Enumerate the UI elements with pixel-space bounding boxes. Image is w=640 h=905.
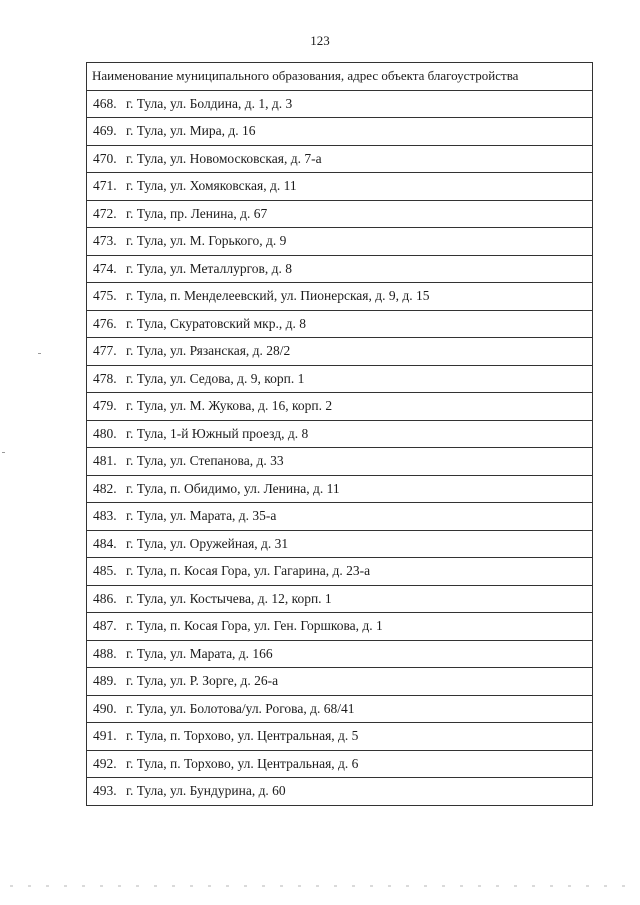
row-address: г. Тула, ул. Седова, д. 9, корп. 1 xyxy=(126,370,305,386)
row-number: 469. xyxy=(93,123,117,139)
table-row xyxy=(87,668,593,696)
table-header-cell: Наименование муниципального образования, адрес объекта благоустройства xyxy=(87,63,593,91)
table-row xyxy=(87,558,593,586)
row-address: г. Тула, ул. Рязанская, д. 28/2 xyxy=(126,343,291,359)
row-address: г. Тула, ул. Марата, д. 35-а xyxy=(126,508,277,524)
address-cell xyxy=(87,558,593,586)
address-cell xyxy=(87,420,593,448)
address-cell xyxy=(87,338,593,366)
row-address: г. Тула, п. Косая Гора, ул. Ген. Горшкова, д. 1 xyxy=(126,618,383,634)
row-address: г. Тула, ул. Бундурина, д. 60 xyxy=(126,783,286,799)
row-number: 492. xyxy=(93,755,117,771)
row-number: 490. xyxy=(93,700,117,716)
address-cell xyxy=(87,475,593,503)
table-row xyxy=(87,283,593,311)
row-address: г. Тула, ул. М. Жукова, д. 16, корп. 2 xyxy=(126,398,333,414)
table-row xyxy=(87,255,593,283)
table-row xyxy=(87,90,593,118)
row-number: 479. xyxy=(93,398,117,414)
row-number: 486. xyxy=(93,590,117,606)
table-row xyxy=(87,173,593,201)
table-row xyxy=(87,750,593,778)
row-address: г. Тула, ул. Болдина, д. 1, д. 3 xyxy=(126,95,293,111)
table-body xyxy=(87,90,593,805)
row-number: 483. xyxy=(93,508,117,524)
row-number: 471. xyxy=(93,178,117,194)
row-number: 493. xyxy=(93,783,117,799)
row-number: 491. xyxy=(93,728,117,744)
address-cell xyxy=(87,723,593,751)
address-cell xyxy=(87,283,593,311)
row-number: 484. xyxy=(93,535,117,551)
address-cell xyxy=(87,393,593,421)
row-address: г. Тула, ул. Степанова, д. 33 xyxy=(126,453,284,469)
table-row xyxy=(87,778,593,806)
row-number: 472. xyxy=(93,205,117,221)
row-number: 480. xyxy=(93,425,117,441)
table-row xyxy=(87,228,593,256)
row-address: г. Тула, ул. Мира, д. 16 xyxy=(126,123,256,139)
row-number: 474. xyxy=(93,260,117,276)
address-cell xyxy=(87,640,593,668)
row-address: г. Тула, ул. Хомяковская, д. 11 xyxy=(126,178,297,194)
row-address: г. Тула, ул. Новомосковская, д. 7-а xyxy=(126,150,322,166)
table-row xyxy=(87,420,593,448)
address-cell xyxy=(87,145,593,173)
table-row xyxy=(87,475,593,503)
row-address: г. Тула, Скуратовский мкр., д. 8 xyxy=(126,315,306,331)
row-number: 475. xyxy=(93,288,117,304)
row-number: 473. xyxy=(93,233,117,249)
row-address: г. Тула, ул. Металлургов, д. 8 xyxy=(126,260,293,276)
row-address: г. Тула, п. Обидимо, ул. Ленина, д. 11 xyxy=(126,480,340,496)
address-cell xyxy=(87,668,593,696)
table-row xyxy=(87,145,593,173)
address-cell xyxy=(87,90,593,118)
table-row xyxy=(87,338,593,366)
row-address: г. Тула, п. Торхово, ул. Центральная, д. 6 xyxy=(126,755,359,771)
address-cell xyxy=(87,255,593,283)
table-row xyxy=(87,723,593,751)
table-row xyxy=(87,310,593,338)
table-row xyxy=(87,365,593,393)
table-row xyxy=(87,695,593,723)
row-address: г. Тула, ул. Болотова/ул. Рогова, д. 68/41 xyxy=(126,700,355,716)
row-number: 485. xyxy=(93,563,117,579)
row-number: 470. xyxy=(93,150,117,166)
table-row xyxy=(87,585,593,613)
address-cell xyxy=(87,613,593,641)
row-address: г. Тула, ул. Костычева, д. 12, корп. 1 xyxy=(126,590,332,606)
address-cell xyxy=(87,118,593,146)
row-address: г. Тула, пр. Ленина, д. 67 xyxy=(126,205,268,221)
address-cell xyxy=(87,228,593,256)
row-number: 487. xyxy=(93,618,117,634)
row-address: г. Тула, ул. Марата, д. 166 xyxy=(126,645,273,661)
row-address: г. Тула, ул. Оружейная, д. 31 xyxy=(126,535,289,551)
table-row xyxy=(87,118,593,146)
row-address: г. Тула, ул. М. Горького, д. 9 xyxy=(126,233,287,249)
address-cell xyxy=(87,365,593,393)
address-cell xyxy=(87,503,593,531)
address-cell xyxy=(87,750,593,778)
table-row xyxy=(87,393,593,421)
table-row xyxy=(87,448,593,476)
table-row xyxy=(87,613,593,641)
page-number: 123 xyxy=(310,33,330,48)
row-address: г. Тула, п. Менделеевский, ул. Пионерская, д. 9, д. 15 xyxy=(126,288,430,304)
scan-speck xyxy=(38,353,41,354)
addresses-table xyxy=(86,62,593,806)
table-row xyxy=(87,200,593,228)
scan-speck xyxy=(2,452,5,453)
row-number: 489. xyxy=(93,673,117,689)
address-cell xyxy=(87,200,593,228)
table-row xyxy=(87,530,593,558)
row-address: г. Тула, 1-й Южный проезд, д. 8 xyxy=(126,425,309,441)
row-address: г. Тула, п. Торхово, ул. Центральная, д. 5 xyxy=(126,728,359,744)
address-cell xyxy=(87,448,593,476)
address-cell xyxy=(87,310,593,338)
row-number: 477. xyxy=(93,343,117,359)
scan-noise-line xyxy=(10,885,630,887)
table-header-row xyxy=(87,63,593,91)
address-cell xyxy=(87,173,593,201)
row-address: г. Тула, ул. Р. Зорге, д. 26-а xyxy=(126,673,279,689)
table-row xyxy=(87,640,593,668)
address-cell xyxy=(87,530,593,558)
row-number: 481. xyxy=(93,453,117,469)
table-row xyxy=(87,503,593,531)
row-address: г. Тула, п. Косая Гора, ул. Гагарина, д. 23-а xyxy=(126,563,371,579)
address-cell xyxy=(87,695,593,723)
row-number: 468. xyxy=(93,95,117,111)
row-number: 476. xyxy=(93,315,117,331)
address-cell xyxy=(87,778,593,806)
row-number: 482. xyxy=(93,480,117,496)
address-cell xyxy=(87,585,593,613)
row-number: 478. xyxy=(93,370,117,386)
row-number: 488. xyxy=(93,645,117,661)
